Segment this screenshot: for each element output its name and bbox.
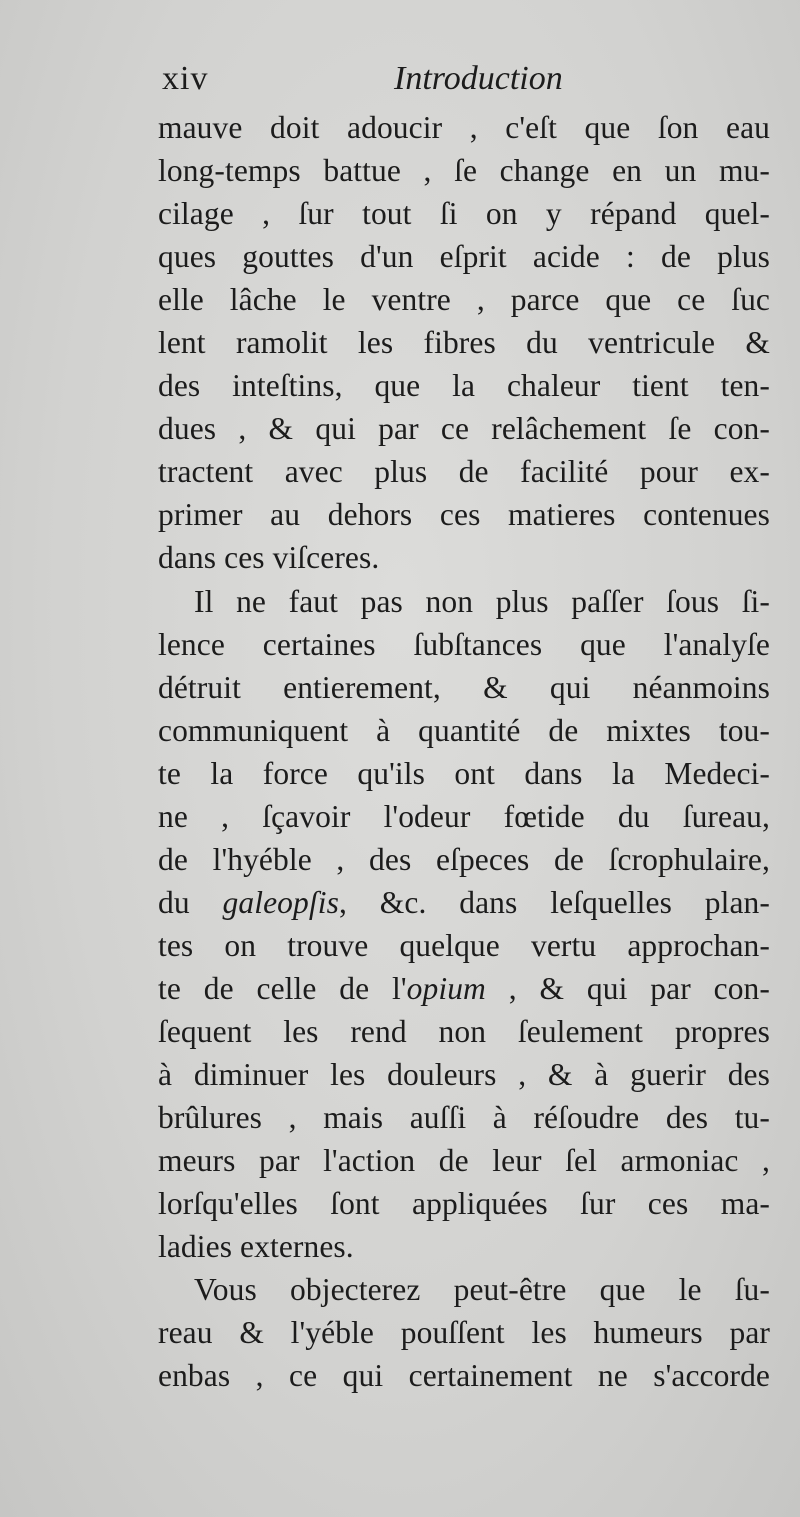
text-line: des inteſtins, que la chaleur tient ten- — [158, 368, 770, 404]
text-line: te la force qu'ils ont dans la Medeci- — [158, 755, 770, 791]
body-text — [158, 106, 770, 1397]
italic-term: opium — [406, 970, 486, 1006]
text-line: elle lâche le ventre , parce que ce ſuc — [158, 282, 770, 318]
text-segment: te de celle de l' — [158, 970, 407, 1006]
text-line: ne , ſçavoir l'odeur fœtide du ſureau, — [158, 798, 770, 834]
text-line: tes on trouve quelque vertu approchan- — [158, 927, 770, 963]
text-line: tractent avec plus de facilité pour ex- — [158, 454, 770, 490]
text-line: lence certaines ſubſtances que l'analyſe — [158, 626, 770, 662]
page-number: xiv — [162, 60, 209, 97]
text-line: dues , & qui par ce relâchement ſe con- — [158, 411, 770, 447]
text-line — [158, 967, 770, 1010]
text-line: à diminuer les douleurs , & à guerir des — [158, 1057, 770, 1093]
text-line: communiquent à quantité de mixtes tou- — [158, 712, 770, 748]
text-segment: , &c. dans leſquelles plan- — [338, 884, 770, 920]
text-line: primer au dehors ces matieres contenues — [158, 497, 770, 533]
text-line: enbas , ce qui certainement ne s'accorde — [158, 1358, 770, 1394]
text-line: de l'hyéble , des eſpeces de ſcrophulaire, — [158, 841, 770, 877]
text-line: lent ramolit les fibres du ventricule & — [158, 325, 770, 361]
italic-term: galeopſis — [222, 884, 339, 920]
text-line: reau & l'yéble pouſſent les humeurs par — [158, 1315, 770, 1351]
text-line: Vous objecterez peut-être que le ſu- — [194, 1272, 770, 1308]
text-segment: du — [158, 884, 223, 920]
text-line: dans ces viſceres. — [158, 540, 380, 576]
text-line: ques gouttes d'un eſprit acide : de plus — [158, 239, 770, 275]
text-line: cilage , ſur tout ſi on y répand quel- — [158, 196, 770, 232]
text-segment: , & qui par con- — [485, 970, 770, 1006]
text-line: ladies externes. — [158, 1229, 354, 1265]
text-line: ſequent les rend non ſeulement propres — [158, 1013, 770, 1049]
text-line: long-temps battue , ſe change en un mu- — [158, 153, 770, 189]
text-line — [158, 881, 770, 924]
text-line: meurs par l'action de leur ſel armoniac , — [158, 1143, 770, 1179]
text-line: détruit entierement, & qui néanmoins — [158, 669, 770, 705]
running-head — [162, 60, 772, 104]
text-line: brûlures , mais auſſi à réſoudre des tu- — [158, 1100, 770, 1136]
text-line: lorſqu'elles ſont appliquées ſur ces ma- — [158, 1186, 770, 1222]
text-line: Il ne faut pas non plus paſſer ſous ſi- — [194, 583, 770, 619]
text-line: mauve doit adoucir , c'eſt que ſon eau — [158, 110, 770, 145]
running-title: Introduction — [394, 60, 563, 97]
